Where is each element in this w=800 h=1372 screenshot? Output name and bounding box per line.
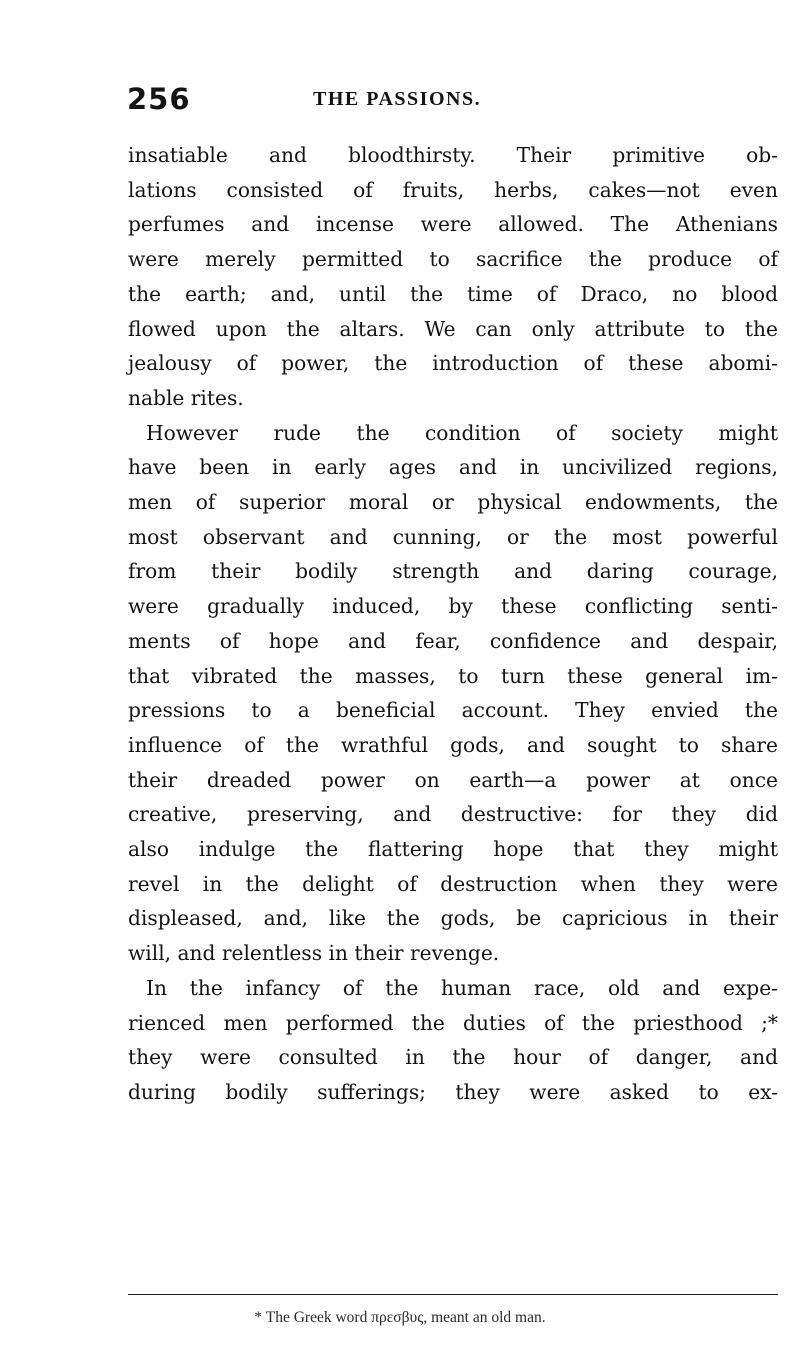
text-line: rienced men performed the duties of the priesthood ;* [128, 1010, 778, 1035]
text-line: most observant and cunning, or the most powerful [128, 524, 778, 549]
text-line: displeased, and, like the gods, be capricious in their [128, 906, 778, 931]
footnote-divider [128, 1294, 778, 1295]
paragraph-start-line: However rude the condition of society might [146, 420, 778, 445]
text-line: jealousy of power, the introduction of these abomi- [128, 351, 778, 376]
page-header [0, 82, 800, 122]
text-line: revel in the delight of destruction when they were [128, 871, 778, 896]
text-line: perfumes and incense were allowed. The Athenians [128, 212, 778, 237]
text-line: have been in early ages and in uncivilized regions, [128, 455, 778, 480]
text-line: were gradually induced, by these conflicting senti- [128, 594, 778, 619]
body-text [128, 138, 778, 1110]
text-line: also indulge the flattering hope that they might [128, 837, 778, 862]
text-line: insatiable and bloodthirsty. Their primitive ob- [128, 143, 778, 167]
text-line: flowed upon the altars. We can only attribute to the [128, 316, 778, 341]
text-line: during bodily sufferings; they were asked to ex- [128, 1079, 778, 1104]
text-line: from their bodily strength and daring courage, [128, 559, 778, 584]
text-line: ments of hope and fear, confidence and despair, [128, 628, 778, 653]
text-line: the earth; and, until the time of Draco, no blood [128, 281, 778, 306]
text-line: were merely permitted to sacrifice the produce of [128, 247, 778, 272]
text-line: their dreaded power on earth—a power at once [128, 767, 778, 792]
footnote: * The Greek word πρεσβυς, meant an old man. [254, 1309, 546, 1326]
text-line: that vibrated the masses, to turn these general im- [128, 663, 778, 688]
paragraph-start-line: In the infancy of the human race, old and expe- [146, 975, 778, 1000]
text-line: they were consulted in the hour of danger, and [128, 1045, 778, 1070]
text-line: nable rites. [128, 385, 244, 410]
text-line: influence of the wrathful gods, and sought to share [128, 732, 778, 757]
text-line: will, and relentless in their revenge. [128, 941, 500, 966]
text-line: creative, preserving, and destructive: for they did [128, 802, 778, 827]
running-title: THE PASSIONS. [313, 88, 482, 110]
text-line: men of superior moral or physical endowments, the [128, 490, 778, 515]
page-number: 256 [127, 82, 191, 116]
text-line: lations consisted of fruits, herbs, cakes—not even [128, 177, 778, 202]
text-line: pressions to a beneficial account. They envied the [128, 698, 778, 723]
